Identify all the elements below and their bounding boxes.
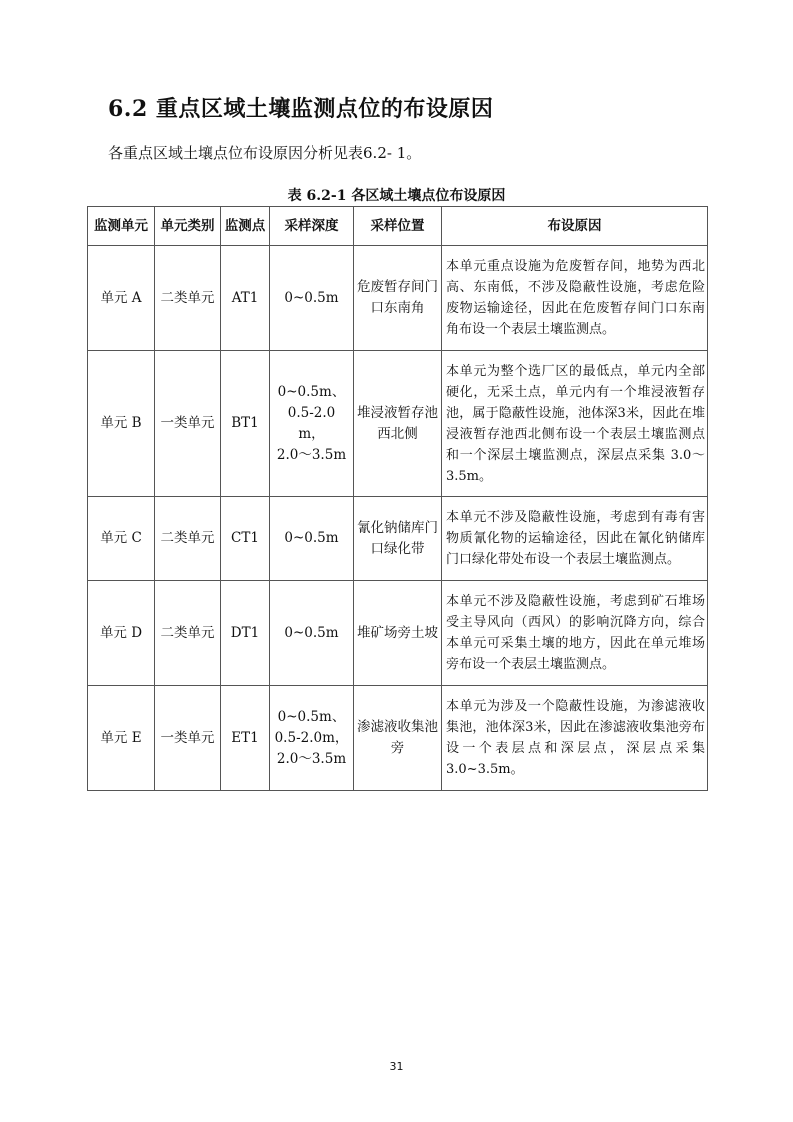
table-caption: 表 6.2-1 各区域土壤点位布设原因 xyxy=(287,188,506,204)
cell-location: 堆矿场旁土坡 xyxy=(354,581,442,686)
cell-depth: 0~0.5m xyxy=(270,581,354,686)
table-row xyxy=(88,497,708,581)
cell-unit: 单元 D xyxy=(88,581,155,686)
cell-category: 二类单元 xyxy=(155,246,221,351)
cell-unit: 单元 A xyxy=(88,246,155,351)
table-row xyxy=(88,351,708,497)
header-location: 采样位置 xyxy=(354,207,442,246)
cell-depth: 0~0.5m、 0.5-2.0 m， 2.0～3.5m xyxy=(270,351,354,497)
page-number: 31 xyxy=(389,1060,404,1073)
header-unit: 监测单元 xyxy=(88,207,155,246)
cell-category: 二类单元 xyxy=(155,581,221,686)
cell-point: DT1 xyxy=(221,581,270,686)
cell-category: 一类单元 xyxy=(155,351,221,497)
cell-point: ET1 xyxy=(221,686,270,791)
cell-category: 一类单元 xyxy=(155,686,221,791)
cell-depth: 0~0.5m、 0.5-2.0m， 2.0～3.5m xyxy=(270,686,354,791)
cell-reason: 本单元为整个选厂区的最低点，单元内全部硬化，无采土点，单元内有一个堆浸液暂存池，属于隐蔽性设施，池体深3米，因此在堆浸液暂存池西北侧布设一个表层土壤监测点和一个深层土壤监测点，深层点采集 3.0～3.5m。 xyxy=(442,351,708,497)
header-reason: 布设原因 xyxy=(442,207,708,246)
cell-location: 渗滤液收集池旁 xyxy=(354,686,442,791)
cell-unit: 单元 B xyxy=(88,351,155,497)
cell-location: 危废暂存间门口东南角 xyxy=(354,246,442,351)
cell-category: 二类单元 xyxy=(155,497,221,581)
section-heading: 6.2 重点区域土壤监测点位的布设原因 xyxy=(108,96,494,122)
cell-reason: 本单元重点设施为危废暂存间，地势为西北高、东南低，不涉及隐蔽性设施，考虑危险废物运输途径，因此在危废暂存间门口东南角布设一个表层土壤监测点。 xyxy=(442,246,708,351)
cell-unit: 单元 C xyxy=(88,497,155,581)
cell-point: BT1 xyxy=(221,351,270,497)
cell-depth: 0~0.5m xyxy=(270,497,354,581)
cell-reason: 本单元不涉及隐蔽性设施，考虑到矿石堆场受主导风向（西风）的影响沉降方向，综合本单元可采集土壤的地方，因此在单元堆场旁布设一个表层土壤监测点。 xyxy=(442,581,708,686)
table-row xyxy=(88,581,708,686)
cell-unit: 单元 E xyxy=(88,686,155,791)
table-row xyxy=(88,246,708,351)
cell-point: AT1 xyxy=(221,246,270,351)
header-point: 监测点 xyxy=(221,207,270,246)
table-row xyxy=(88,686,708,791)
sampling-table xyxy=(87,206,708,791)
cell-location: 堆浸液暂存池西北侧 xyxy=(354,351,442,497)
cell-location: 氰化钠储库门口绿化带 xyxy=(354,497,442,581)
cell-reason: 本单元为涉及一个隐蔽性设施，为渗滤液收集池，池体深3米，因此在渗滤液收集池旁布设一个表层点和深层点，深层点采集 3.0~3.5m。 xyxy=(442,686,708,791)
cell-depth: 0~0.5m xyxy=(270,246,354,351)
table-header-row xyxy=(88,207,708,246)
header-depth: 采样深度 xyxy=(270,207,354,246)
cell-reason: 本单元不涉及隐蔽性设施，考虑到有毒有害物质氰化物的运输途径，因此在氰化钠储库门口绿化带处布设一个表层土壤监测点。 xyxy=(442,497,708,581)
header-category: 单元类别 xyxy=(155,207,221,246)
intro-paragraph: 各重点区域土壤点位布设原因分析见表6.2- 1。 xyxy=(108,144,422,162)
cell-point: CT1 xyxy=(221,497,270,581)
